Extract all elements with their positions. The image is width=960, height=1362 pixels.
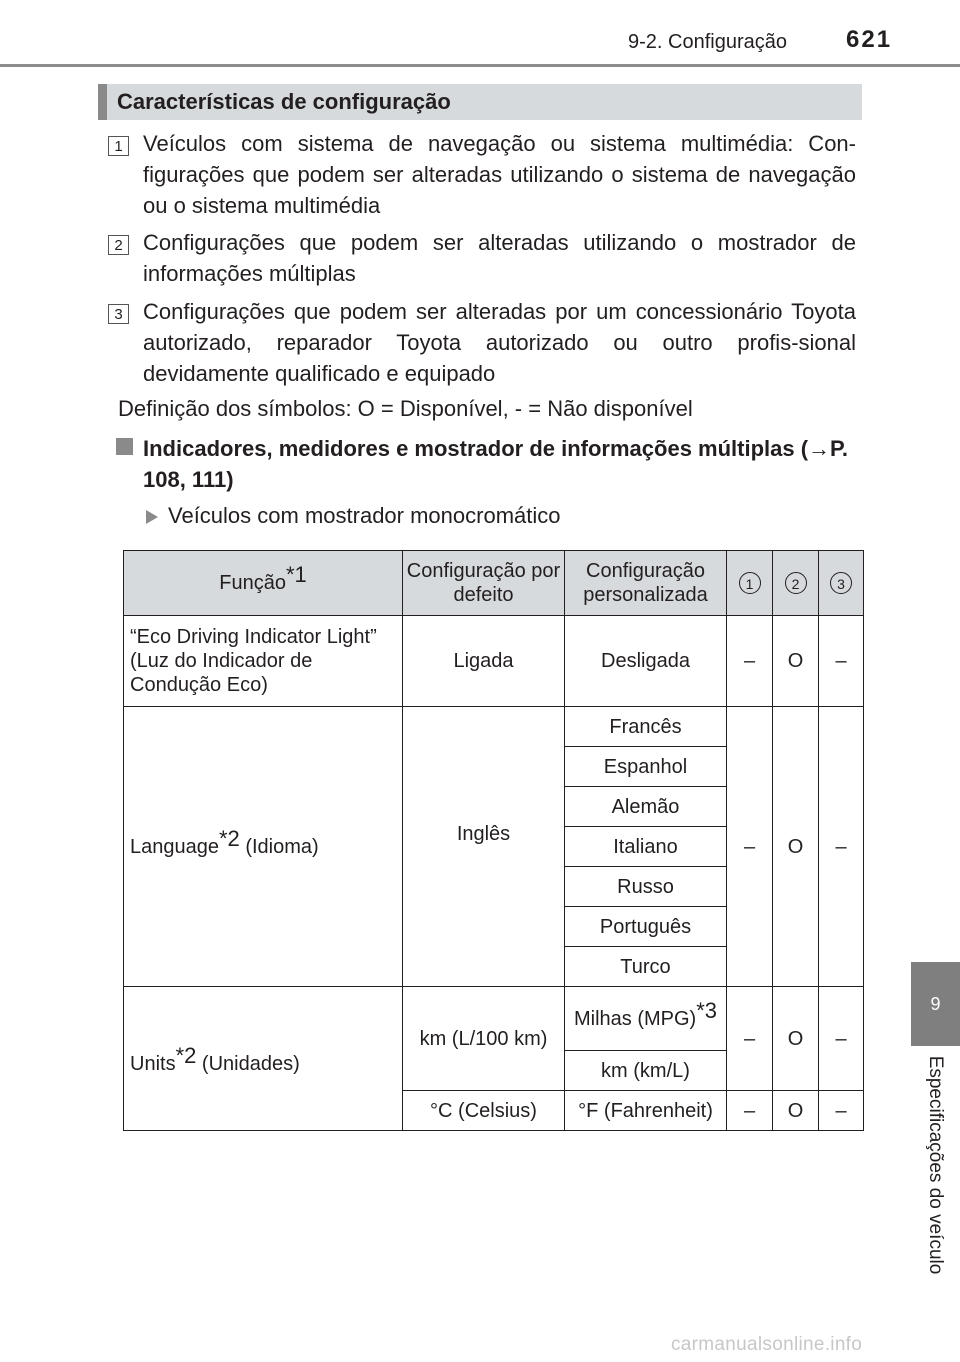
item-number-box-2: 2 — [108, 235, 129, 255]
row-c3: – — [819, 987, 864, 1091]
row-c3: – — [819, 1091, 864, 1131]
numbered-item-3: Configurações que podem ser alteradas por um concessionário Toyota autorizado, reparador Toyota autorizado ou outro profis-sional devidamente qualificado e equipado — [143, 299, 856, 386]
header-col-2: 2 — [773, 551, 819, 616]
row-c1: – — [727, 616, 773, 707]
table-row — [124, 616, 864, 707]
numbered-item-1: Veículos com sistema de navegação ou sistema multimédia: Con-figurações que podem ser alteradas utilizando o sistema de navegação ou o sistema multimédia — [143, 131, 856, 218]
row-c1: – — [727, 987, 773, 1091]
row-function: Language$^{*2}$ (Idioma) — [124, 707, 403, 987]
chapter-number: 9 — [930, 993, 941, 1014]
section-name: 9-2. Configuração — [628, 31, 787, 53]
table-header-row — [124, 551, 864, 616]
chapter-tab[interactable] — [911, 962, 960, 1046]
header-function: Função$^{*1}$ — [124, 551, 403, 616]
option-cell: Francês — [565, 707, 727, 747]
row-c1: – — [727, 707, 773, 987]
item-number-box-1: 1 — [108, 136, 129, 156]
table-row — [124, 987, 864, 1051]
row-default: Inglês — [403, 707, 565, 987]
row-c2: O — [773, 616, 819, 707]
settings-table — [123, 550, 864, 1131]
row-custom: Desligada — [565, 616, 727, 707]
square-bullet-icon — [116, 438, 133, 455]
table-row — [124, 707, 864, 747]
row-default: Ligada — [403, 616, 565, 707]
row-function: Units$^{*2}$ (Unidades) — [124, 987, 403, 1131]
bullet-text: Veículos com mostrador monocromático — [168, 503, 561, 528]
row-c3: – — [819, 707, 864, 987]
row-c1: – — [727, 1091, 773, 1131]
section-title: Características de configuração — [117, 89, 451, 114]
option-cell: km (km/L) — [565, 1051, 727, 1091]
chapter-title: Especificações do veículo — [925, 1055, 946, 1275]
header-default: Configuração por defeito — [403, 551, 565, 616]
header-col-3: 3 — [819, 551, 864, 616]
page-number: 621 — [846, 26, 893, 53]
option-cell: Turco — [565, 947, 727, 987]
row-c3: – — [819, 616, 864, 707]
header-divider — [0, 64, 960, 67]
row-c2: O — [773, 707, 819, 987]
option-cell: Alemão — [565, 787, 727, 827]
triangle-bullet-icon — [146, 510, 158, 524]
subsection-heading: Indicadores, medidores e mostrador de informações múltiplas (→P. 108, 111) — [143, 436, 849, 492]
option-cell: Português — [565, 907, 727, 947]
row-custom: °F (Fahrenheit) — [565, 1091, 727, 1131]
item-number-box-3: 3 — [108, 304, 129, 324]
symbol-definition: Definição dos símbolos: O = Disponível, - = Não disponível — [118, 396, 693, 421]
row-function: “Eco Driving Indicator Light” (Luz do Indicador de Condução Eco) — [124, 616, 403, 707]
watermark[interactable]: carmanualsonline.info — [671, 1334, 863, 1355]
option-cell: Italiano — [565, 827, 727, 867]
row-c2: O — [773, 987, 819, 1091]
row-c2: O — [773, 1091, 819, 1131]
option-cell: Russo — [565, 867, 727, 907]
option-cell: Espanhol — [565, 747, 727, 787]
section-title-bar — [98, 84, 862, 120]
numbered-item-2: Configurações que podem ser alteradas utilizando o mostrador de informações múltiplas — [143, 230, 856, 286]
row-default: km (L/100 km) — [403, 987, 565, 1091]
header-col-1: 1 — [727, 551, 773, 616]
option-cell: Milhas (MPG)$^{*3}$ — [565, 987, 727, 1051]
row-default: °C (Celsius) — [403, 1091, 565, 1131]
header-custom: Configuração personalizada — [565, 551, 727, 616]
